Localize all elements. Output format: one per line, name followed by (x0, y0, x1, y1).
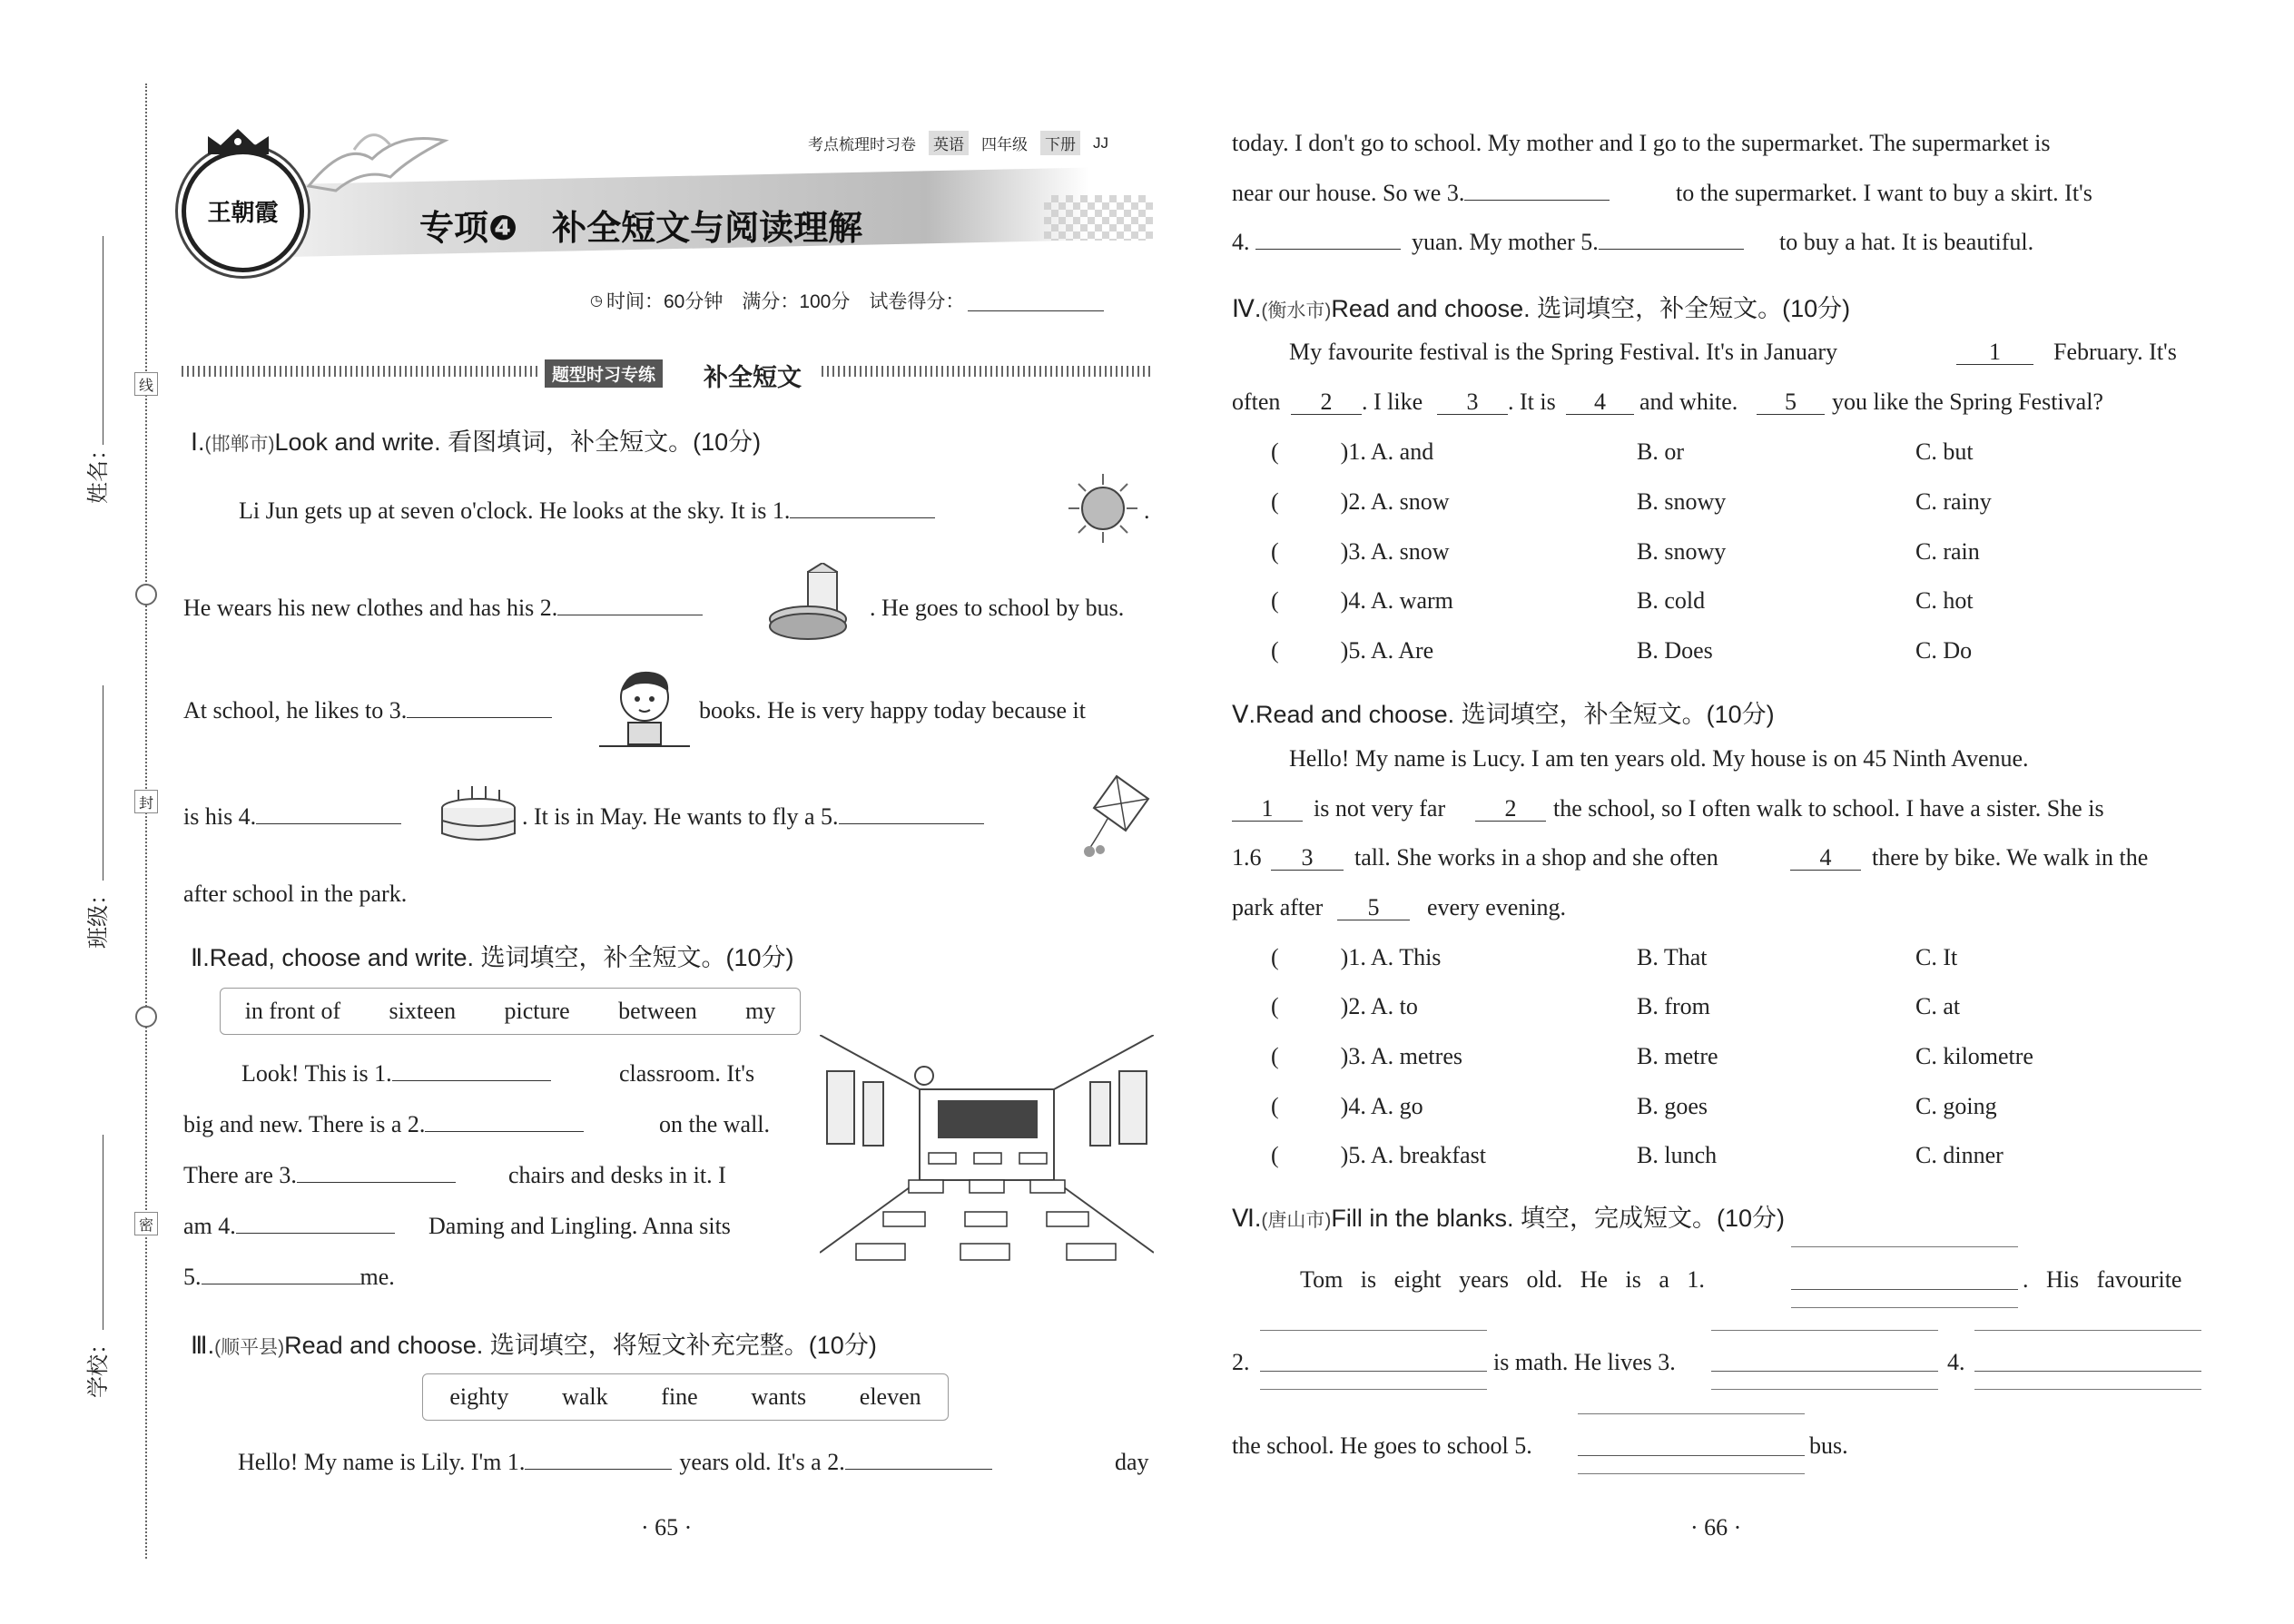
s4-option-c: C. rain (1915, 538, 1980, 565)
s2-row-4 (183, 1215, 395, 1238)
word-bank-2 (220, 988, 801, 1035)
text: There are 3. (183, 1162, 297, 1188)
blank-number: 3 (1466, 389, 1479, 415)
r-line-3-mid (1412, 231, 1744, 254)
s5-para-3-a: 1.6 (1232, 844, 1262, 871)
s5-option-b: B. metre (1637, 1043, 1718, 1069)
blank-3[interactable] (407, 699, 552, 718)
option-a: )3. A. metres (1340, 1043, 1462, 1069)
section-3-heading (191, 1325, 877, 1361)
s1-line-1-end: . (1144, 497, 1150, 524)
option-a: )4. A. warm (1340, 587, 1453, 614)
paren: ( (1271, 637, 1279, 664)
section-number: Ⅲ. (191, 1332, 215, 1359)
s5-option-row (1271, 946, 1441, 969)
blank-number: 1 (1989, 339, 2001, 365)
s1-line-3-end: books. He is very happy today because it (699, 697, 1087, 723)
section-2-heading (191, 938, 794, 973)
blank-4[interactable] (256, 805, 401, 824)
page-number-left: · 65 · (641, 1514, 693, 1540)
banner-rule-right (822, 366, 1153, 377)
s5-para-2-b: the school, so I often walk to school. I have a sister. She is (1553, 795, 2104, 822)
s5-option-b: B. goes (1637, 1093, 1708, 1119)
blank-number: 4 (1594, 389, 1606, 415)
text: is his 4. (183, 803, 257, 830)
word-option: in front of (244, 998, 341, 1024)
s1-line-4 (183, 805, 401, 829)
s4-para-2-d: you like the Spring Festival? (1832, 389, 2103, 415)
writing-lines (1260, 1389, 1487, 1390)
blank-4[interactable] (1255, 231, 1401, 250)
s5-blank-1[interactable] (1232, 797, 1303, 822)
r-line-3-end: to buy a hat. It is beautiful. (1779, 229, 2034, 255)
word-bank-3 (422, 1373, 949, 1421)
r-line-3 (1232, 231, 1401, 254)
s5-option-c: C. kilometre (1915, 1043, 2033, 1069)
school-label: 学校： (86, 1333, 111, 1398)
section-number: Ⅰ. (191, 428, 205, 456)
s4-option-b: B. or (1637, 438, 1684, 465)
s4-blank-5[interactable] (1757, 390, 1825, 415)
blank-5[interactable] (1578, 1455, 1805, 1456)
s1-line-2 (183, 596, 703, 620)
writing-lines (1578, 1473, 1805, 1474)
writing-lines (1578, 1413, 1805, 1414)
s4-blank-3[interactable] (1437, 390, 1508, 415)
word-option: between (618, 998, 697, 1024)
s6-line-2-a: 2. (1232, 1349, 1250, 1375)
section-6-heading (1232, 1198, 1785, 1234)
s4-option-row (1271, 490, 1450, 514)
s5-option-c: C. dinner (1915, 1142, 2004, 1168)
text: me. (359, 1264, 395, 1290)
word-option: eleven (859, 1383, 921, 1410)
s2-row-1-end: classroom. It's (619, 1060, 755, 1087)
writing-lines (1711, 1330, 1938, 1331)
section-number: Ⅳ. (1232, 295, 1262, 322)
s4-para-1-end: February. It's (2053, 339, 2177, 365)
s5-blank-5[interactable] (1337, 896, 1410, 920)
s6-line-1: Tom is eight years old. He is a 1. (1300, 1266, 1705, 1293)
s6-line-3-a: the school. He goes to school 5. (1232, 1432, 1532, 1459)
term-badge: 下册 (1040, 131, 1080, 155)
section-4-heading (1232, 289, 1850, 324)
r-line-1: today. I don't go to school. My mother and I go to the supermarket. The supermarket is (1232, 130, 2051, 156)
ribbon-bow-icon (300, 123, 454, 195)
blank-2[interactable] (845, 1451, 992, 1470)
text: . It is in May. He wants to fly a 5. (522, 803, 839, 830)
text: My favourite festival is the Spring Festival. It's in January (1289, 339, 1838, 365)
blank-4[interactable] (1974, 1371, 2201, 1372)
section-title: Fill in the blanks. 填空，完成短文。(10分) (1331, 1205, 1786, 1232)
grade-label: 四年级 (981, 136, 1028, 153)
section-city: (唐山市) (1261, 1210, 1332, 1231)
binding-dotted-line (145, 84, 147, 1559)
s5-blank-2[interactable] (1475, 797, 1546, 822)
seal-label: 密 (134, 1212, 158, 1235)
blank-5[interactable] (1599, 231, 1744, 250)
s6-line-3-b: bus. (1809, 1432, 1848, 1459)
classroom-illustration (820, 1035, 1154, 1271)
brand-logo-text: 王朝霞 (207, 200, 279, 227)
s6-line-1-end: . His favourite (2023, 1266, 2182, 1293)
s5-option-c: C. going (1915, 1093, 1997, 1119)
s5-option-b: B. That (1637, 944, 1708, 970)
section-1-heading (191, 422, 761, 458)
s2-row-4-end: Daming and Lingling. Anna sits (428, 1213, 731, 1239)
s2-row-3 (183, 1164, 456, 1187)
blank-number: 3 (1301, 844, 1314, 871)
breakfast-icon (767, 563, 862, 645)
option-a: )4. A. go (1340, 1093, 1423, 1119)
s4-option-c: C. rainy (1915, 488, 1992, 515)
option-a: )2. A. snow (1340, 488, 1450, 515)
section-title: Read and choose. 选词填空，将短文补充完整。(10分) (284, 1332, 877, 1359)
page-title: 专项❹ 补全短文与阅读理解 (419, 210, 863, 248)
blank-2[interactable] (557, 596, 703, 615)
option-a: )1. A. and (1340, 438, 1434, 465)
blank-4[interactable] (236, 1215, 395, 1234)
word-option: sixteen (389, 998, 457, 1024)
s4-option-c: C. Do (1915, 637, 1973, 664)
text: At school, he likes to 3. (183, 697, 408, 723)
paren: ( (1271, 944, 1279, 970)
s1-line-1 (239, 499, 935, 523)
s4-para-1 (1289, 340, 1837, 364)
text: He wears his new clothes and has his 2. (183, 595, 558, 621)
banner-rule-left (182, 366, 540, 377)
subject-badge: 英语 (929, 131, 969, 155)
s5-option-b: B. lunch (1637, 1142, 1718, 1168)
banner-title: 补全短文 (704, 364, 802, 391)
boy-reading-icon (599, 663, 690, 753)
s6-line-2-b: is math. He lives 3. (1493, 1349, 1676, 1375)
r-line-2 (1232, 182, 1610, 205)
s4-blank-1[interactable] (1956, 340, 2033, 365)
blank-2[interactable] (1260, 1371, 1487, 1372)
s5-option-row (1271, 995, 1418, 1019)
s4-option-row (1271, 540, 1450, 564)
s5-para-3-c: there by bike. We walk in the (1872, 844, 2149, 871)
paren: ( (1271, 993, 1279, 1019)
word-option: wants (751, 1383, 807, 1410)
paren: ( (1271, 538, 1279, 565)
s5-para-4-b: every evening. (1427, 894, 1567, 920)
clock-icon: ◷ (590, 293, 603, 309)
paren: ( (1271, 587, 1279, 614)
section-title: Look and write. 看图填词，补全短文。(10分) (274, 428, 762, 456)
text: Li Jun gets up at seven o'clock. He looks at the sky. It is 1. (239, 497, 791, 524)
blank-1[interactable] (525, 1451, 672, 1470)
section-city: (顺平县) (214, 1337, 285, 1358)
text: 4. (1232, 229, 1250, 255)
s4-option-b: B. snowy (1637, 538, 1727, 565)
section-5-heading (1232, 694, 1775, 730)
seal-label: 封 (134, 790, 158, 813)
binding-hole (135, 1006, 157, 1028)
blank-1[interactable] (1791, 1289, 2018, 1290)
blank-number: 5 (1785, 389, 1797, 415)
blank-number: 2 (1320, 389, 1333, 415)
blank-number: 2 (1504, 795, 1517, 822)
series-info (808, 131, 1108, 155)
section-number: Ⅴ. (1232, 701, 1255, 728)
text: 5. (183, 1264, 202, 1290)
paren: ( (1271, 488, 1279, 515)
section-number: Ⅵ. (1232, 1205, 1262, 1232)
s2-row-1 (241, 1062, 551, 1086)
text: Look! This is 1. (241, 1060, 392, 1087)
s4-option-b: B. cold (1637, 587, 1706, 614)
s3-line-1 (238, 1451, 992, 1474)
s1-line-5: after school in the park. (183, 881, 408, 907)
text: Hello! My name is Lily. I'm 1. (238, 1449, 526, 1475)
option-a: )1. A. This (1340, 944, 1442, 970)
kite-icon (1071, 772, 1153, 862)
text: yuan. My mother 5. (1412, 229, 1599, 255)
writing-lines (1974, 1330, 2201, 1331)
word-option: picture (504, 998, 570, 1024)
writing-lines (1974, 1389, 2201, 1390)
page-number-right: · 66 · (1690, 1514, 1742, 1540)
blank-1[interactable] (790, 499, 935, 518)
blank-3[interactable] (1464, 182, 1610, 201)
s1-line-2-end: . He goes to school by bus. (870, 595, 1125, 621)
blank-5[interactable] (839, 805, 984, 824)
birthday-cake-icon (436, 781, 522, 849)
text: near our house. So we 3. (1232, 180, 1465, 206)
option-a: )5. A. breakfast (1340, 1142, 1486, 1168)
s1-line-3 (183, 699, 552, 723)
checker-pattern (1044, 195, 1153, 241)
sun-icon (1067, 472, 1139, 545)
s5-para-2-a: is not very far (1314, 795, 1446, 822)
s4-para-2-a: . I like (1362, 389, 1423, 415)
s4-para-2-c: and white. (1639, 389, 1738, 415)
s5-para-3-b: tall. She works in a shop and she often (1354, 844, 1718, 871)
s4-blank-4[interactable] (1566, 390, 1634, 415)
blank-number: 4 (1819, 844, 1832, 871)
text: years old. It's a 2. (679, 1449, 845, 1475)
s5-option-b: B. from (1637, 993, 1710, 1019)
s5-para-1: Hello! My name is Lucy. I am ten years old. My house is on 45 Ninth Avenue. (1289, 745, 2029, 772)
s4-option-row (1271, 589, 1453, 613)
s4-option-c: C. but (1915, 438, 1974, 465)
score-field[interactable] (968, 290, 1104, 311)
s5-option-row (1271, 1144, 1486, 1167)
s4-option-row (1271, 440, 1433, 464)
section-city: (邯郸市) (204, 434, 275, 455)
blank-3[interactable] (1711, 1371, 1938, 1372)
s5-blank-4[interactable] (1790, 846, 1861, 871)
section-city: (衡水市) (1261, 300, 1332, 321)
word-option: fine (661, 1383, 698, 1410)
section-number: Ⅱ. (191, 944, 210, 971)
brand-logo (182, 150, 304, 272)
s5-option-row (1271, 1095, 1423, 1118)
s4-para-2-start: often (1232, 389, 1281, 415)
option-a: )2. A. to (1340, 993, 1418, 1019)
s4-blank-2[interactable] (1291, 390, 1362, 415)
s5-option-row (1271, 1045, 1462, 1068)
blank-number: 1 (1261, 795, 1274, 822)
s5-blank-3[interactable] (1271, 846, 1344, 871)
option-a: )3. A. snow (1340, 538, 1450, 565)
paren: ( (1271, 1093, 1279, 1119)
binding-hole (135, 584, 157, 605)
word-option: walk (562, 1383, 608, 1410)
text: am 4. (183, 1213, 236, 1239)
s2-row-3-end: chairs and desks in it. I (508, 1162, 726, 1188)
section-title: Read and choose. 选词填空，补全短文。(10分) (1331, 295, 1851, 322)
s2-row-2-end: on the wall. (659, 1111, 771, 1137)
paren: ( (1271, 1043, 1279, 1069)
s4-option-row (1271, 639, 1433, 663)
writing-lines (1711, 1389, 1938, 1390)
s3-line-1-end: day (1115, 1449, 1149, 1475)
name-label: 姓名： (86, 438, 111, 504)
exam-meta (590, 287, 1104, 314)
s5-option-c: C. It (1915, 944, 1958, 970)
class-label: 班级： (86, 883, 111, 949)
s1-line-4-mid (522, 805, 984, 829)
s5-option-c: C. at (1915, 993, 1961, 1019)
section-title: Read, choose and write. 选词填空，补全短文。(10分) (209, 944, 794, 971)
s4-para-2-b: . It is (1508, 389, 1556, 415)
s2-row-5 (183, 1265, 395, 1289)
section-title: Read and choose. 选词填空，补全短文。(10分) (1255, 701, 1775, 728)
s4-option-b: B. Does (1637, 637, 1713, 664)
option-a: )5. A. Are (1340, 637, 1434, 664)
paren: ( (1271, 438, 1279, 465)
version-label: JJ (1093, 133, 1108, 152)
s4-option-c: C. hot (1915, 587, 1974, 614)
s5-para-4-a: park after (1232, 894, 1324, 920)
series-name: 考点梳理时习卷 (808, 136, 916, 153)
r-line-2-end: to the supermarket. I want to buy a skirt. It's (1676, 180, 2092, 206)
blank-number: 5 (1367, 894, 1380, 920)
exam-meta-text: 时间：60分钟 满分：100分 试卷得分： (605, 291, 965, 312)
s6-line-2-c: 4. (1947, 1349, 1965, 1375)
blank-3[interactable] (297, 1164, 456, 1183)
blank-1[interactable] (392, 1062, 551, 1081)
banner-tag: 题型时习专练 (545, 359, 663, 388)
text: big and new. There is a 2. (183, 1111, 426, 1137)
s2-row-2 (183, 1113, 584, 1137)
writing-lines (1791, 1307, 2018, 1308)
writing-lines (1791, 1246, 2018, 1247)
paren: ( (1271, 1142, 1279, 1168)
s4-option-b: B. snowy (1637, 488, 1727, 515)
word-option: eighty (449, 1383, 509, 1410)
writing-lines (1260, 1330, 1487, 1331)
crown-icon (204, 127, 272, 156)
word-option: my (745, 998, 776, 1024)
blank-5[interactable] (202, 1265, 360, 1284)
seal-label: 线 (134, 372, 158, 396)
blank-2[interactable] (425, 1113, 584, 1132)
